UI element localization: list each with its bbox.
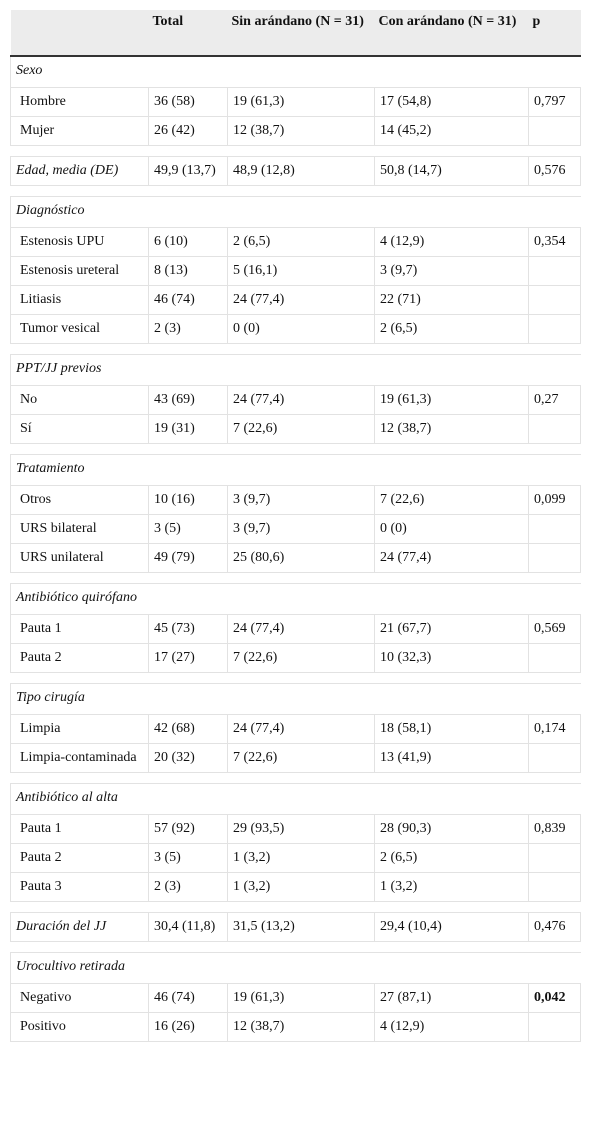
con-arandano-cell: 0 (0) (375, 515, 529, 544)
row-label-cell: Pauta 3 (11, 873, 149, 902)
sin-arandano-cell: 2 (6,5) (228, 228, 375, 257)
con-arandano-cell: 22 (71) (375, 286, 529, 315)
header-cell-p: p (529, 10, 581, 56)
spacer-cell (11, 942, 581, 953)
section-header-row (11, 584, 581, 615)
row-label-cell: Pauta 2 (11, 644, 149, 673)
total-cell: 10 (16) (149, 486, 228, 515)
data-table (10, 10, 581, 1042)
sin-arandano-cell: 24 (77,4) (228, 286, 375, 315)
spacer-row (11, 902, 581, 913)
p-value-cell: 0,27 (529, 386, 581, 415)
sin-arandano-cell: 24 (77,4) (228, 615, 375, 644)
spacer-row (11, 344, 581, 355)
table-row (11, 515, 581, 544)
con-arandano-cell: 21 (67,7) (375, 615, 529, 644)
spacer-cell (11, 573, 581, 584)
row-label-cell: Estenosis ureteral (11, 257, 149, 286)
con-arandano-cell: 12 (38,7) (375, 415, 529, 444)
p-value-cell (529, 117, 581, 146)
table-row (11, 844, 581, 873)
table-body (11, 56, 581, 1042)
total-cell: 26 (42) (149, 117, 228, 146)
row-label-cell: Negativo (11, 984, 149, 1013)
sin-arandano-cell: 31,5 (13,2) (228, 913, 375, 942)
row-label-cell: Tumor vesical (11, 315, 149, 344)
con-arandano-cell: 4 (12,9) (375, 228, 529, 257)
total-cell: 17 (27) (149, 644, 228, 673)
sin-arandano-cell: 1 (3,2) (228, 873, 375, 902)
sin-arandano-cell: 5 (16,1) (228, 257, 375, 286)
table-row (11, 615, 581, 644)
sin-arandano-cell: 7 (22,6) (228, 415, 375, 444)
p-value-cell (529, 515, 581, 544)
table-row (11, 744, 581, 773)
con-arandano-cell: 4 (12,9) (375, 1013, 529, 1042)
section-header-row (11, 355, 581, 386)
total-cell: 45 (73) (149, 615, 228, 644)
sin-arandano-cell: 25 (80,6) (228, 544, 375, 573)
con-arandano-cell: 14 (45,2) (375, 117, 529, 146)
con-arandano-cell: 10 (32,3) (375, 644, 529, 673)
row-label-cell: Pauta 2 (11, 844, 149, 873)
total-cell: 46 (74) (149, 984, 228, 1013)
header-cell-con: Con arándano (N = 31) (375, 10, 529, 56)
p-value-cell (529, 315, 581, 344)
total-cell: 49 (79) (149, 544, 228, 573)
p-value-cell (529, 415, 581, 444)
table-row (11, 228, 581, 257)
spacer-row (11, 186, 581, 197)
row-label-cell: Hombre (11, 88, 149, 117)
row-label-cell: Duración del JJ (11, 913, 149, 942)
sin-arandano-cell: 19 (61,3) (228, 984, 375, 1013)
total-cell: 43 (69) (149, 386, 228, 415)
spacer-row (11, 146, 581, 157)
row-label-cell: Limpia-contaminada (11, 744, 149, 773)
row-label-cell: No (11, 386, 149, 415)
p-value-cell (529, 873, 581, 902)
con-arandano-cell: 7 (22,6) (375, 486, 529, 515)
table-row (11, 815, 581, 844)
row-label-cell: Sí (11, 415, 149, 444)
section-header-row (11, 56, 581, 88)
table-row (11, 88, 581, 117)
row-label-cell: Edad, media (DE) (11, 157, 149, 186)
total-cell: 30,4 (11,8) (149, 913, 228, 942)
sin-arandano-cell: 48,9 (12,8) (228, 157, 375, 186)
p-value-cell (529, 286, 581, 315)
spacer-cell (11, 902, 581, 913)
table-row (11, 715, 581, 744)
total-cell: 8 (13) (149, 257, 228, 286)
table-row (11, 315, 581, 344)
table-row (11, 286, 581, 315)
p-value-cell (529, 644, 581, 673)
spacer-row (11, 444, 581, 455)
section-header-row (11, 197, 581, 228)
spacer-row (11, 942, 581, 953)
total-cell: 20 (32) (149, 744, 228, 773)
row-label-cell: Estenosis UPU (11, 228, 149, 257)
p-value-cell: 0,476 (529, 913, 581, 942)
sin-arandano-cell: 7 (22,6) (228, 744, 375, 773)
section-title: Urocultivo retirada (11, 953, 581, 984)
row-label-cell: URS unilateral (11, 544, 149, 573)
row-label-cell: Pauta 1 (11, 815, 149, 844)
con-arandano-cell: 13 (41,9) (375, 744, 529, 773)
row-label-cell: Positivo (11, 1013, 149, 1042)
spacer-cell (11, 673, 581, 684)
section-title: Diagnóstico (11, 197, 581, 228)
con-arandano-cell: 17 (54,8) (375, 88, 529, 117)
row-label-cell: Otros (11, 486, 149, 515)
section-title: PPT/JJ previos (11, 355, 581, 386)
sin-arandano-cell: 24 (77,4) (228, 386, 375, 415)
total-cell: 16 (26) (149, 1013, 228, 1042)
spacer-cell (11, 444, 581, 455)
sin-arandano-cell: 24 (77,4) (228, 715, 375, 744)
spacer-cell (11, 773, 581, 784)
spacer-cell (11, 186, 581, 197)
con-arandano-cell: 3 (9,7) (375, 257, 529, 286)
section-title: Antibiótico quirófano (11, 584, 581, 615)
p-value-cell (529, 544, 581, 573)
header-cell-label (11, 10, 149, 56)
p-value-cell (529, 257, 581, 286)
section-header-row (11, 684, 581, 715)
p-value-cell: 0,797 (529, 88, 581, 117)
total-cell: 19 (31) (149, 415, 228, 444)
con-arandano-cell: 2 (6,5) (375, 844, 529, 873)
header-row (11, 10, 581, 56)
total-cell: 2 (3) (149, 315, 228, 344)
row-label-cell: Limpia (11, 715, 149, 744)
sin-arandano-cell: 3 (9,7) (228, 486, 375, 515)
total-cell: 42 (68) (149, 715, 228, 744)
section-title: Tipo cirugía (11, 684, 581, 715)
section-header-row (11, 784, 581, 815)
con-arandano-cell: 18 (58,1) (375, 715, 529, 744)
row-label-cell: Pauta 1 (11, 615, 149, 644)
table-row (11, 415, 581, 444)
sin-arandano-cell: 29 (93,5) (228, 815, 375, 844)
con-arandano-cell: 19 (61,3) (375, 386, 529, 415)
table-row (11, 257, 581, 286)
con-arandano-cell: 27 (87,1) (375, 984, 529, 1013)
total-cell: 36 (58) (149, 88, 228, 117)
table-row (11, 984, 581, 1013)
spacer-row (11, 573, 581, 584)
row-label-cell: Litiasis (11, 286, 149, 315)
con-arandano-cell: 1 (3,2) (375, 873, 529, 902)
total-cell: 3 (5) (149, 515, 228, 544)
table-container (10, 10, 580, 1042)
sin-arandano-cell: 12 (38,7) (228, 1013, 375, 1042)
section-header-row (11, 953, 581, 984)
table-row (11, 1013, 581, 1042)
total-cell: 2 (3) (149, 873, 228, 902)
con-arandano-cell: 24 (77,4) (375, 544, 529, 573)
row-label-cell: URS bilateral (11, 515, 149, 544)
con-arandano-cell: 28 (90,3) (375, 815, 529, 844)
section-title: Tratamiento (11, 455, 581, 486)
header-cell-sin: Sin arándano (N = 31) (228, 10, 375, 56)
header-cell-total: Total (149, 10, 228, 56)
con-arandano-cell: 29,4 (10,4) (375, 913, 529, 942)
spacer-cell (11, 146, 581, 157)
con-arandano-cell: 50,8 (14,7) (375, 157, 529, 186)
table-row (11, 486, 581, 515)
table-row (11, 157, 581, 186)
spacer-cell (11, 344, 581, 355)
sin-arandano-cell: 7 (22,6) (228, 644, 375, 673)
table-row (11, 913, 581, 942)
total-cell: 3 (5) (149, 844, 228, 873)
table-row (11, 544, 581, 573)
table-row (11, 873, 581, 902)
p-value-cell: 0,042 (529, 984, 581, 1013)
p-value-cell: 0,099 (529, 486, 581, 515)
table-header (11, 10, 581, 56)
section-title: Antibiótico al alta (11, 784, 581, 815)
spacer-row (11, 773, 581, 784)
table-row (11, 644, 581, 673)
p-value-cell (529, 1013, 581, 1042)
p-value-cell (529, 844, 581, 873)
row-label-cell: Mujer (11, 117, 149, 146)
p-value-cell (529, 744, 581, 773)
p-value-cell: 0,354 (529, 228, 581, 257)
p-value-cell: 0,174 (529, 715, 581, 744)
p-value-cell: 0,569 (529, 615, 581, 644)
table-row (11, 386, 581, 415)
section-title: Sexo (11, 56, 581, 88)
sin-arandano-cell: 3 (9,7) (228, 515, 375, 544)
p-value-cell: 0,576 (529, 157, 581, 186)
total-cell: 57 (92) (149, 815, 228, 844)
sin-arandano-cell: 1 (3,2) (228, 844, 375, 873)
sin-arandano-cell: 0 (0) (228, 315, 375, 344)
total-cell: 6 (10) (149, 228, 228, 257)
spacer-row (11, 673, 581, 684)
total-cell: 46 (74) (149, 286, 228, 315)
p-value-cell: 0,839 (529, 815, 581, 844)
section-header-row (11, 455, 581, 486)
total-cell: 49,9 (13,7) (149, 157, 228, 186)
con-arandano-cell: 2 (6,5) (375, 315, 529, 344)
sin-arandano-cell: 19 (61,3) (228, 88, 375, 117)
sin-arandano-cell: 12 (38,7) (228, 117, 375, 146)
table-row (11, 117, 581, 146)
